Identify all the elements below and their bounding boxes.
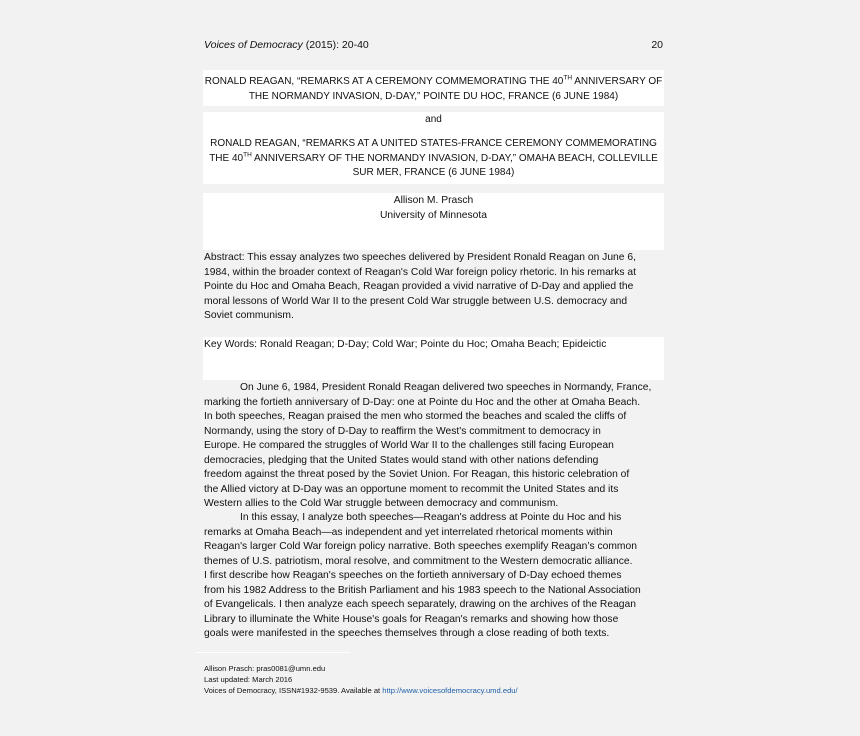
body-paragraph-2 (204, 511, 663, 642)
conjunction-text: and (425, 114, 442, 125)
title1-line2: THE NORMANDY INVASION, D-DAY,” POINTE DU HOC, FRANCE (6 JUNE 1984) (248, 90, 619, 102)
author-name: Allison M. Prasch (393, 195, 474, 206)
body-line: marking the fortieth anniversary of D-Day: one at Pointe du Hoc and the other at Omaha Beach. (204, 396, 641, 408)
title2-line2: THE 40 (209, 152, 244, 164)
body-line: In this essay, I analyze both speeches—Reagan's address at Pointe du Hoc and his (240, 512, 622, 523)
abstract-line: 1984, within the broader context of Reagan's Cold War foreign policy rhetoric. In his remarks at (204, 266, 636, 278)
body-line: of Evangelicals. I then analyze each speech separately, drawing on the archives of the Reagan (204, 599, 636, 610)
footer-issn-text: Voices of Democracy, ISSN#1932-9539. Available at (204, 686, 383, 695)
page-number: 20 (651, 39, 663, 51)
author-affiliation: University of Minnesota (379, 209, 488, 221)
body-paragraph-1 (204, 381, 663, 512)
body-line: goals were manifested in the speeches themselves through a close reading of both texts. (204, 628, 610, 639)
title2-line3: SUR MER, FRANCE (6 JUNE 1984) (352, 167, 515, 178)
body-line: remarks at Omaha Beach—as independent and yet interrelated rhetorical moments within (204, 526, 613, 538)
abstract-line: Abstract: This essay analyzes two speeches delivered by President Ronald Reagan on June 6, (204, 252, 636, 263)
body-line: the Allied victory at D-Day was an opportune moment to recommit the United States and its (204, 483, 619, 495)
body-line: freedom against the threat posed by the Soviet Union. For Reagan, this historic celebration of (204, 469, 630, 480)
abstract-line: moral lessons of World War II to the present Cold War struggle between U.S. democracy and (204, 295, 628, 307)
body-line: from his 1982 Address to the British Parliament and his 1983 speech to the National Association (204, 584, 641, 596)
body-line: I first describe how Reagan's speeches on the fortieth anniversary of D-Day echoed themes (204, 570, 622, 581)
title2-superscript: TH (243, 151, 252, 159)
title1-line1-end: ANNIVERSARY OF (572, 76, 663, 87)
body-line: On June 6, 1984, President Ronald Reagan delivered two speeches in Normandy, France, (240, 382, 652, 393)
title1-superscript: TH (563, 74, 573, 82)
journal-title: Voices of Democracy (204, 39, 303, 51)
body-line: Reagan's larger Cold War foreign policy narrative. Both speeches exemplify Reagan’s common (204, 541, 637, 552)
keywords: Key Words: Ronald Reagan; D-Day; Cold War; Pointe du Hoc; Omaha Beach; Epideictic (204, 339, 607, 350)
body-line: democracies, pledging that the United States would stand with other nations defending (204, 454, 599, 466)
body-line: Western allies to the Cold War struggle between democracy and communism. (204, 498, 559, 509)
body-line: themes of U.S. patriotism, moral resolve, and commitment to the Western democratic alliance. (204, 555, 633, 567)
footer-url-link[interactable]: http://www.voicesofdemocracy.umd.edu/ (382, 686, 518, 695)
title2-line1: RONALD REAGAN, “REMARKS AT A UNITED STATES-FRANCE CEREMONY COMMEMORATING (210, 138, 657, 149)
speech-title-1 (204, 75, 663, 104)
footnote-separator (196, 652, 350, 653)
body-line: In both speeches, Reagan praised the men who stormed the beaches and scaled the cliffs of (204, 411, 627, 422)
body-line: Europe. He compared the struggles of World War II to the challenges still facing European (204, 440, 614, 451)
footer-issn (204, 686, 518, 697)
title1-line1: RONALD REAGAN, “REMARKS AT A CEREMONY COMMEMORATING THE 40 (204, 76, 564, 87)
speech-title-2 (204, 137, 663, 181)
abstract-line: Soviet communism. (204, 310, 294, 321)
title2-line2-end: ANNIVERSARY OF THE NORMANDY INVASION, D-DAY,” OMAHA BEACH, COLLEVILLE (251, 152, 658, 164)
footer-contact: Allison Prasch: pras0081@umn.edu (204, 664, 326, 673)
citation-suffix: (2015): 20-40 (302, 39, 369, 51)
footer-updated: Last updated: March 2016 (204, 675, 293, 684)
abstract-line: Pointe du Hoc and Omaha Beach, Reagan provided a vivid narrative of D-Day and applied the (204, 281, 634, 292)
body-line: Library to illuminate the White House's goals for Reagan's remarks and showing how those (204, 613, 619, 625)
body-line: Normandy, using the story of D-Day to reaffirm the West's commitment to democracy in (204, 425, 601, 437)
running-header-citation (204, 39, 369, 51)
author-block (204, 194, 663, 223)
abstract (204, 251, 663, 324)
